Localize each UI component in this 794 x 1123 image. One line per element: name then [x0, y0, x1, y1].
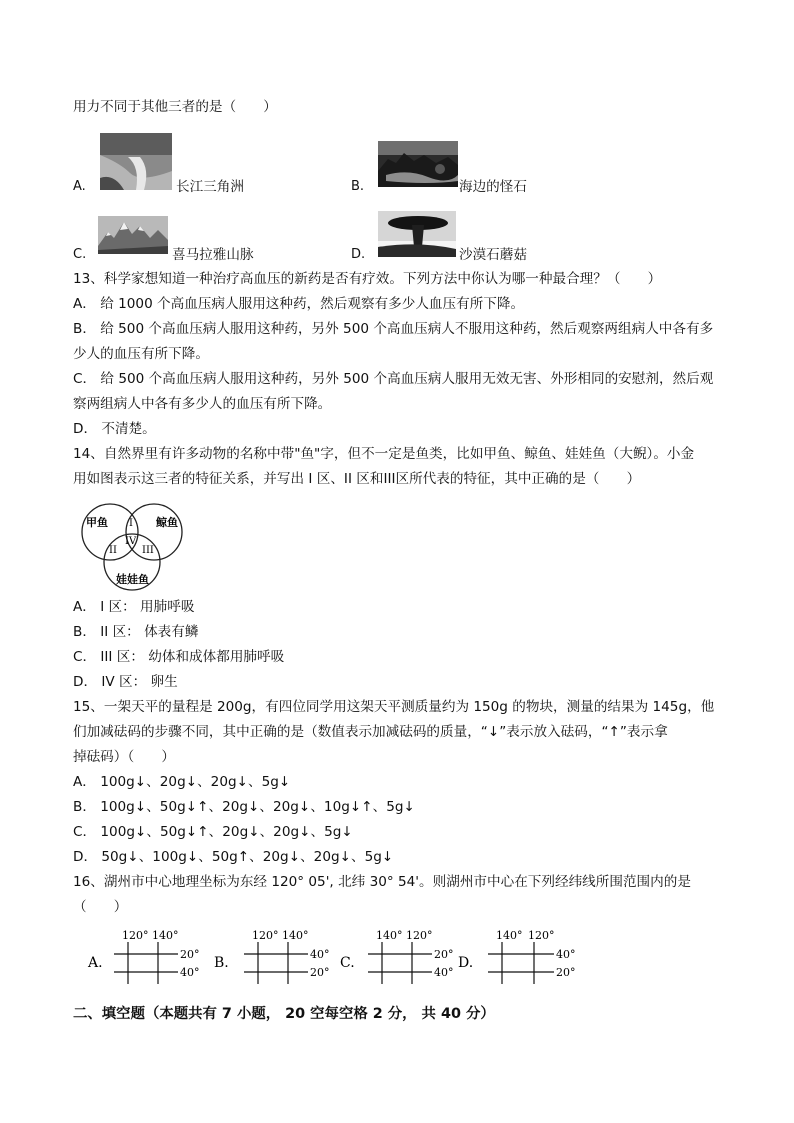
- q12-option-b-letter: B.: [351, 179, 365, 194]
- venn-region-3: III: [142, 545, 154, 556]
- grid-b-letter: B.: [214, 955, 229, 971]
- q15-stem-line2: 们加减砝码的步骤不同，其中正确的是（数值表示加减砝码的质量，“↓”表示放入砝码，“↑”表示拿: [73, 724, 668, 740]
- grid-c-right-bottom: 40°: [434, 966, 454, 979]
- himalaya-photo: [98, 216, 168, 254]
- q12-stem-tail: 用力不同于其他三者的是（ ）: [73, 99, 277, 115]
- q15-option-d: D． 50g↓、100g↓、50g↑、20g↓、20g↓、5g↓: [73, 849, 394, 865]
- q13-option-b-line1: B． 给 500 个高血压病人服用这种药，另外 500 个高血压病人不服用这种药，然后观察两组病人中各有多: [73, 321, 714, 337]
- grid-c-letter: C.: [340, 955, 355, 971]
- q14-option-c: C． III 区： 幼体和成体都用肺呼吸: [73, 649, 285, 665]
- venn-region-2: II: [109, 545, 117, 556]
- venn-diagram: [76, 502, 188, 592]
- grid-d-right-top: 40°: [556, 948, 576, 961]
- q13-option-c-line2: 察两组病人中各有多少人的血压有所下降。: [73, 396, 332, 412]
- grid-option-a: [87, 929, 200, 984]
- q14-stem-line2: 用如图表示这三者的特征关系，并写出 I 区、II 区和III区所代表的特征，其中正确的是（ ）: [73, 471, 641, 487]
- q12-option-d-caption: 沙漠石蘑菇: [459, 247, 527, 263]
- q12-option-d-letter: D.: [351, 247, 366, 262]
- venn-region-4: IV: [125, 536, 137, 547]
- q13-stem: 13、科学家想知道一种治疗高血压的新药是否有疗效。下列方法中你认为哪一种最合理？（ ）: [73, 271, 662, 287]
- lat-long-grid-options: [76, 924, 616, 994]
- q16-stem-line1: 16、湖州市中心地理坐标为东经 120° 05', 北纬 30° 54'。则湖州市中心在下列经纬线所围范围内的是: [73, 874, 691, 890]
- venn-label-circle1: 甲鱼: [86, 516, 108, 529]
- venn-circle-jingyu: [126, 504, 182, 560]
- mushroom-rock-photo: [378, 211, 456, 257]
- grid-option-d: [458, 929, 576, 984]
- grid-c-right-top: 20°: [434, 948, 454, 961]
- grid-d-top-right: 120°: [528, 929, 555, 942]
- venn-label-circle3: 娃娃鱼: [116, 573, 149, 586]
- grid-d-right-bottom: 20°: [556, 966, 576, 979]
- grid-a-right-bottom: 40°: [180, 966, 200, 979]
- q15-stem-line3: 掉砝码）（ ）: [73, 749, 175, 765]
- grid-a-top-left: 120°: [122, 929, 149, 942]
- grid-c-top-right: 120°: [406, 929, 433, 942]
- q15-option-c: C． 100g↓、50g↓↑、20g↓、20g↓、5g↓: [73, 824, 353, 840]
- grid-d-letter: D.: [458, 955, 474, 971]
- q13-option-c-line1: C． 给 500 个高血压病人服用这种药，另外 500 个高血压病人服用无效无害、外形相同的安慰剂，然后观: [73, 371, 714, 387]
- seaside-rock-photo: [378, 141, 458, 187]
- grid-b-top-right: 140°: [282, 929, 309, 942]
- q13-option-d: D． 不清楚。: [73, 421, 156, 437]
- q13-option-a: A． 给 1000 个高血压病人服用这种药，然后观察有多少人血压有所下降。: [73, 296, 525, 312]
- q12-option-c-letter: C.: [73, 247, 87, 262]
- q16-stem-line2: （ ）: [73, 899, 128, 915]
- grid-a-right-top: 20°: [180, 948, 200, 961]
- grid-d-top-left: 140°: [496, 929, 523, 942]
- grid-c-top-left: 140°: [376, 929, 403, 942]
- q14-option-d: D． IV 区： 卵生: [73, 674, 178, 690]
- q12-option-a-caption: 长江三角洲: [176, 179, 244, 195]
- q15-stem-line1: 15、一架天平的量程是 200g，有四位同学用这架天平测质量约为 150g 的物块，测量的结果为 145g，他: [73, 699, 715, 715]
- grid-a-letter: A.: [88, 955, 103, 971]
- section-2-heading: 二、填空题（本题共有 7 小题， 20 空每空格 2 分， 共 40 分）: [73, 1006, 495, 1022]
- grid-b-right-top: 40°: [310, 948, 330, 961]
- q15-option-a: A． 100g↓、20g↓、20g↓、5g↓: [73, 774, 291, 790]
- venn-region-1: I: [129, 518, 133, 529]
- q13-option-b-line2: 少人的血压有所下降。: [73, 346, 209, 362]
- venn-label-circle2: 鲸鱼: [156, 516, 178, 529]
- q14-option-b: B． II 区： 体表有鳞: [73, 624, 199, 640]
- grid-option-c: [340, 929, 454, 984]
- q15-option-b: B． 100g↓、50g↓↑、20g↓、20g↓、10g↓↑、5g↓: [73, 799, 415, 815]
- grid-b-right-bottom: 20°: [310, 966, 330, 979]
- grid-option-b: [214, 929, 330, 984]
- river-delta-photo: [100, 133, 172, 190]
- q14-stem-line1: 14、自然界里有许多动物的名称中带"鱼"字，但不一定是鱼类，比如甲鱼、鲸鱼、娃娃鱼（大鲵）。小金: [73, 446, 695, 462]
- grid-b-top-left: 120°: [252, 929, 279, 942]
- q12-option-b-caption: 海边的怪石: [459, 179, 527, 195]
- q12-option-c-caption: 喜马拉雅山脉: [172, 247, 254, 263]
- q12-option-a-letter: A.: [73, 179, 86, 194]
- q14-option-a: A． I 区： 用肺呼吸: [73, 599, 195, 615]
- grid-a-top-right: 140°: [152, 929, 179, 942]
